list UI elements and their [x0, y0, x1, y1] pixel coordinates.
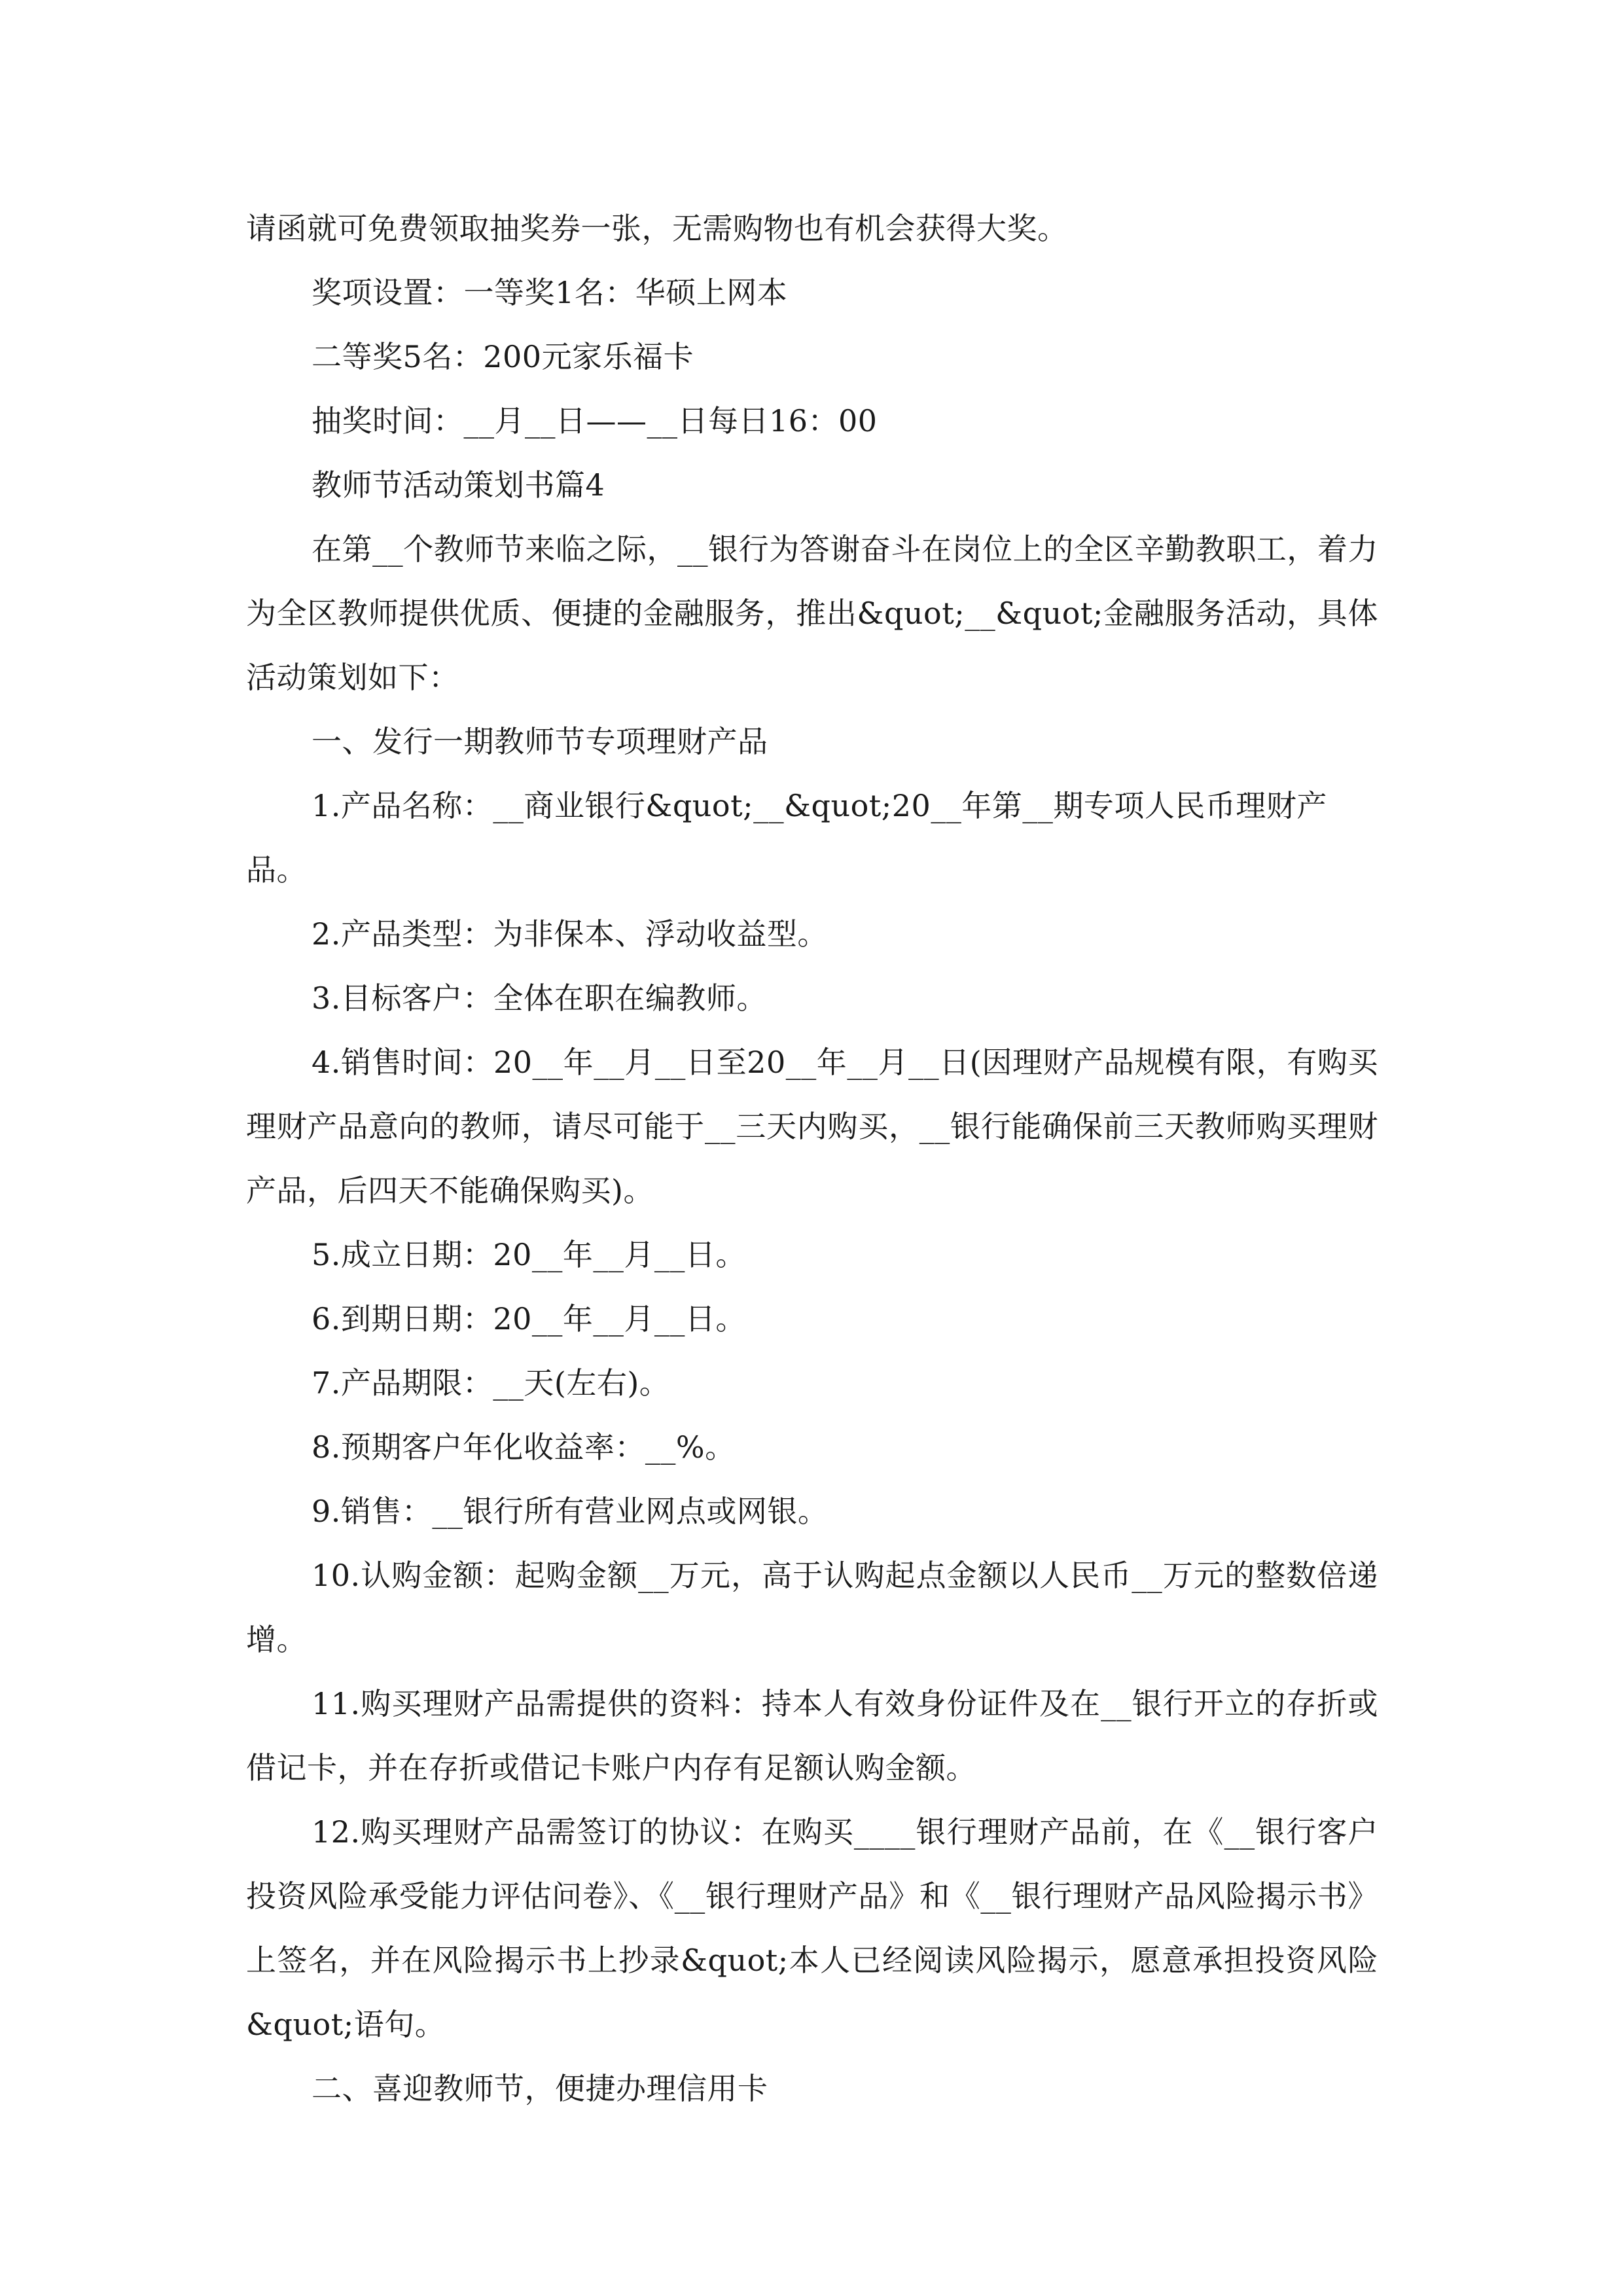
section-heading-plan-4: 教师节活动策划书篇4 — [312, 467, 605, 503]
list-item-11: 11.购买理财产品需提供的资料：持本人有效身份证件及在__银行开立的存折或借记卡，并在存折或借记卡账户内存有足额认购金额。 — [246, 1686, 1378, 1785]
section-heading-one: 一、发行一期教师节专项理财产品 — [312, 724, 768, 759]
list-item-3: 3.目标客户：全体在职在编教师。 — [312, 980, 767, 1016]
list-item-9: 9.销售：__银行所有营业网点或网银。 — [312, 1494, 829, 1529]
list-item-4: 4.销售时间：20__年__月__日至20__年__月__日(因理财产品规模有限，有购买理财产品意向的教师，请尽可能于__三天内购买，__银行能确保前三天教师购买理财产品，后四天不能确保购买)。 — [246, 1045, 1378, 1208]
paragraph-continuation: 请函就可免费领取抽奖券一张，无需购物也有机会获得大奖。 — [246, 211, 1068, 246]
list-item-6: 6.到期日期：20__年__月__日。 — [312, 1301, 746, 1336]
list-item-2: 2.产品类型：为非保本、浮动收益型。 — [312, 916, 828, 952]
paragraph-intro: 在第__个教师节来临之际，__银行为答谢奋斗在岗位上的全区辛勤教职工，着力为全区教师提供优质、便捷的金融服务，推出&quot;__&quot;金融服务活动，具体活动策划如下： — [246, 531, 1378, 695]
list-item-5: 5.成立日期：20__年__月__日。 — [312, 1237, 746, 1272]
list-item-7: 7.产品期限：__天(左右)。 — [312, 1365, 670, 1401]
list-item-1: 1.产品名称：__商业银行&quot;__&quot;20__年第__期专项人民币理财产品。 — [246, 788, 1327, 888]
document-body — [246, 196, 1378, 2121]
list-item-12: 12.购买理财产品需签订的协议：在购买____银行理财产品前，在《__银行客户投资风险承受能力评估问卷》、《__银行理财产品》和《__银行理财产品风险揭示书》上签名，并在风险揭示书上抄录&quot;本人已经阅读风险揭示，愿意承担投资风险&quot;语句。 — [246, 1814, 1378, 2042]
list-item-10: 10.认购金额：起购金额__万元，高于认购起点金额以人民币__万元的整数倍递增。 — [246, 1558, 1378, 1657]
paragraph-prize-setting: 奖项设置：一等奖1名：华硕上网本 — [312, 275, 788, 310]
list-item-8: 8.预期客户年化收益率：__%。 — [312, 1429, 736, 1465]
paragraph-second-prize: 二等奖5名：200元家乐福卡 — [312, 339, 694, 374]
paragraph-draw-time: 抽奖时间：__月__日——__日每日16：00 — [312, 403, 878, 439]
section-heading-two: 二、喜迎教师节，便捷办理信用卡 — [312, 2071, 768, 2106]
